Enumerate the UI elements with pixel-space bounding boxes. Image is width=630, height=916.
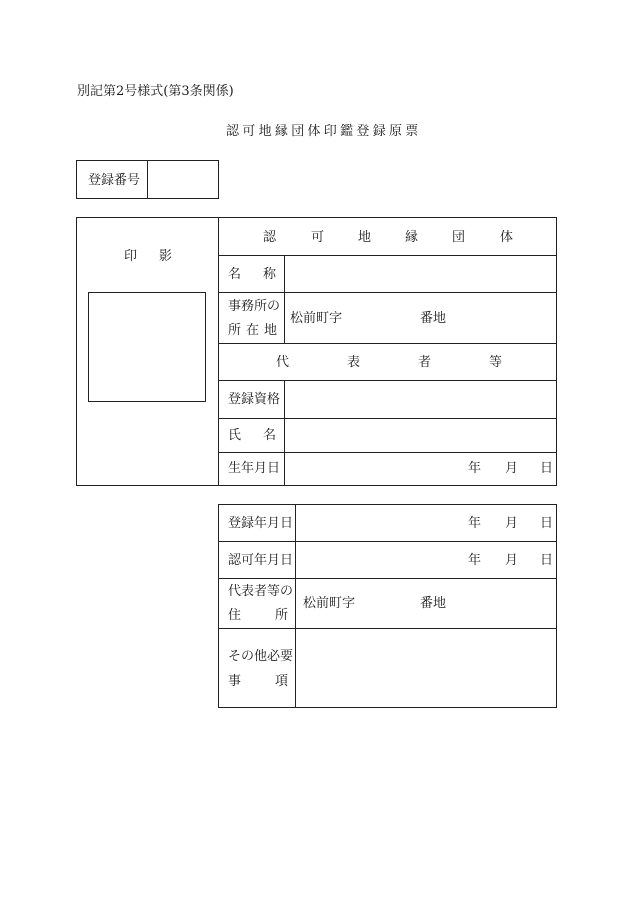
registration-date-label: 登録年月日 xyxy=(228,516,294,531)
registration-day-unit: 日 xyxy=(540,516,554,531)
seal-label-char-2: 影 xyxy=(159,249,173,264)
office-address-suffix: 番地 xyxy=(420,311,447,326)
rep-name-label-char-1: 氏 xyxy=(228,428,242,443)
qualification-label: 登録資格 xyxy=(228,392,281,407)
dob-label: 生年月日 xyxy=(228,461,281,476)
dob-year-unit: 年 xyxy=(468,461,482,476)
rep-address-label-char-1: 住 xyxy=(228,608,242,623)
group-header-char-2: 可 xyxy=(311,230,325,245)
office-address-field[interactable] xyxy=(345,296,415,340)
rep-header-char-3: 者 xyxy=(418,355,432,370)
other-matters-field[interactable] xyxy=(297,630,555,706)
other-matters-label-line-1: その他必要 xyxy=(228,649,294,664)
office-address-label-line-1: 事務所の xyxy=(228,299,281,314)
office-address-label-char-3: 地 xyxy=(264,323,278,338)
qualification-field[interactable] xyxy=(286,382,555,416)
registration-year-unit: 年 xyxy=(468,516,482,531)
office-address-label-char-1: 所 xyxy=(228,323,242,338)
office-address-prefix: 松前町字 xyxy=(290,311,343,326)
approval-month-unit: 月 xyxy=(505,553,519,568)
page-title: 認可地縁団体印鑑登録原票 xyxy=(226,124,422,139)
group-header-char-6: 体 xyxy=(500,230,514,245)
group-name-label-char-2: 称 xyxy=(263,267,277,282)
office-address-label-char-2: 在 xyxy=(246,323,260,338)
approval-date-label: 認可年月日 xyxy=(228,553,294,568)
seal-impression-box[interactable] xyxy=(88,292,206,402)
group-name-field[interactable] xyxy=(286,257,555,290)
rep-header-char-2: 表 xyxy=(347,355,361,370)
other-matters-label-char-1: 事 xyxy=(228,674,242,689)
dob-field[interactable] xyxy=(286,454,555,484)
registration-number-label: 登録番号 xyxy=(88,173,141,188)
group-header-char-5: 団 xyxy=(452,230,466,245)
rep-header-char-1: 代 xyxy=(276,355,290,370)
rep-address-label-char-2: 所 xyxy=(275,608,289,623)
dob-day-unit: 日 xyxy=(540,461,554,476)
registration-month-unit: 月 xyxy=(505,516,519,531)
form-number-note: 別記第2号様式(第3条関係) xyxy=(77,84,234,99)
rep-address-suffix: 番地 xyxy=(420,596,447,611)
approval-date-field[interactable] xyxy=(297,543,555,576)
registration-date-field[interactable] xyxy=(297,506,555,539)
rep-name-field[interactable] xyxy=(286,420,555,450)
approval-year-unit: 年 xyxy=(468,553,482,568)
group-header-char-3: 地 xyxy=(358,230,372,245)
group-header-char-4: 縁 xyxy=(405,230,419,245)
seal-label-char-1: 印 xyxy=(124,249,138,264)
approval-day-unit: 日 xyxy=(540,553,554,568)
rep-header-char-4: 等 xyxy=(489,355,503,370)
dob-month-unit: 月 xyxy=(505,461,519,476)
rep-address-label-line-1: 代表者等の xyxy=(228,584,294,599)
registration-number-field[interactable] xyxy=(149,162,217,197)
group-header-char-1: 認 xyxy=(263,230,277,245)
rep-address-prefix: 松前町字 xyxy=(303,596,356,611)
rep-name-label-char-2: 名 xyxy=(263,428,277,443)
group-name-label-char-1: 名 xyxy=(228,267,242,282)
rep-address-field[interactable] xyxy=(358,582,416,625)
other-matters-label-char-2: 項 xyxy=(275,674,289,689)
